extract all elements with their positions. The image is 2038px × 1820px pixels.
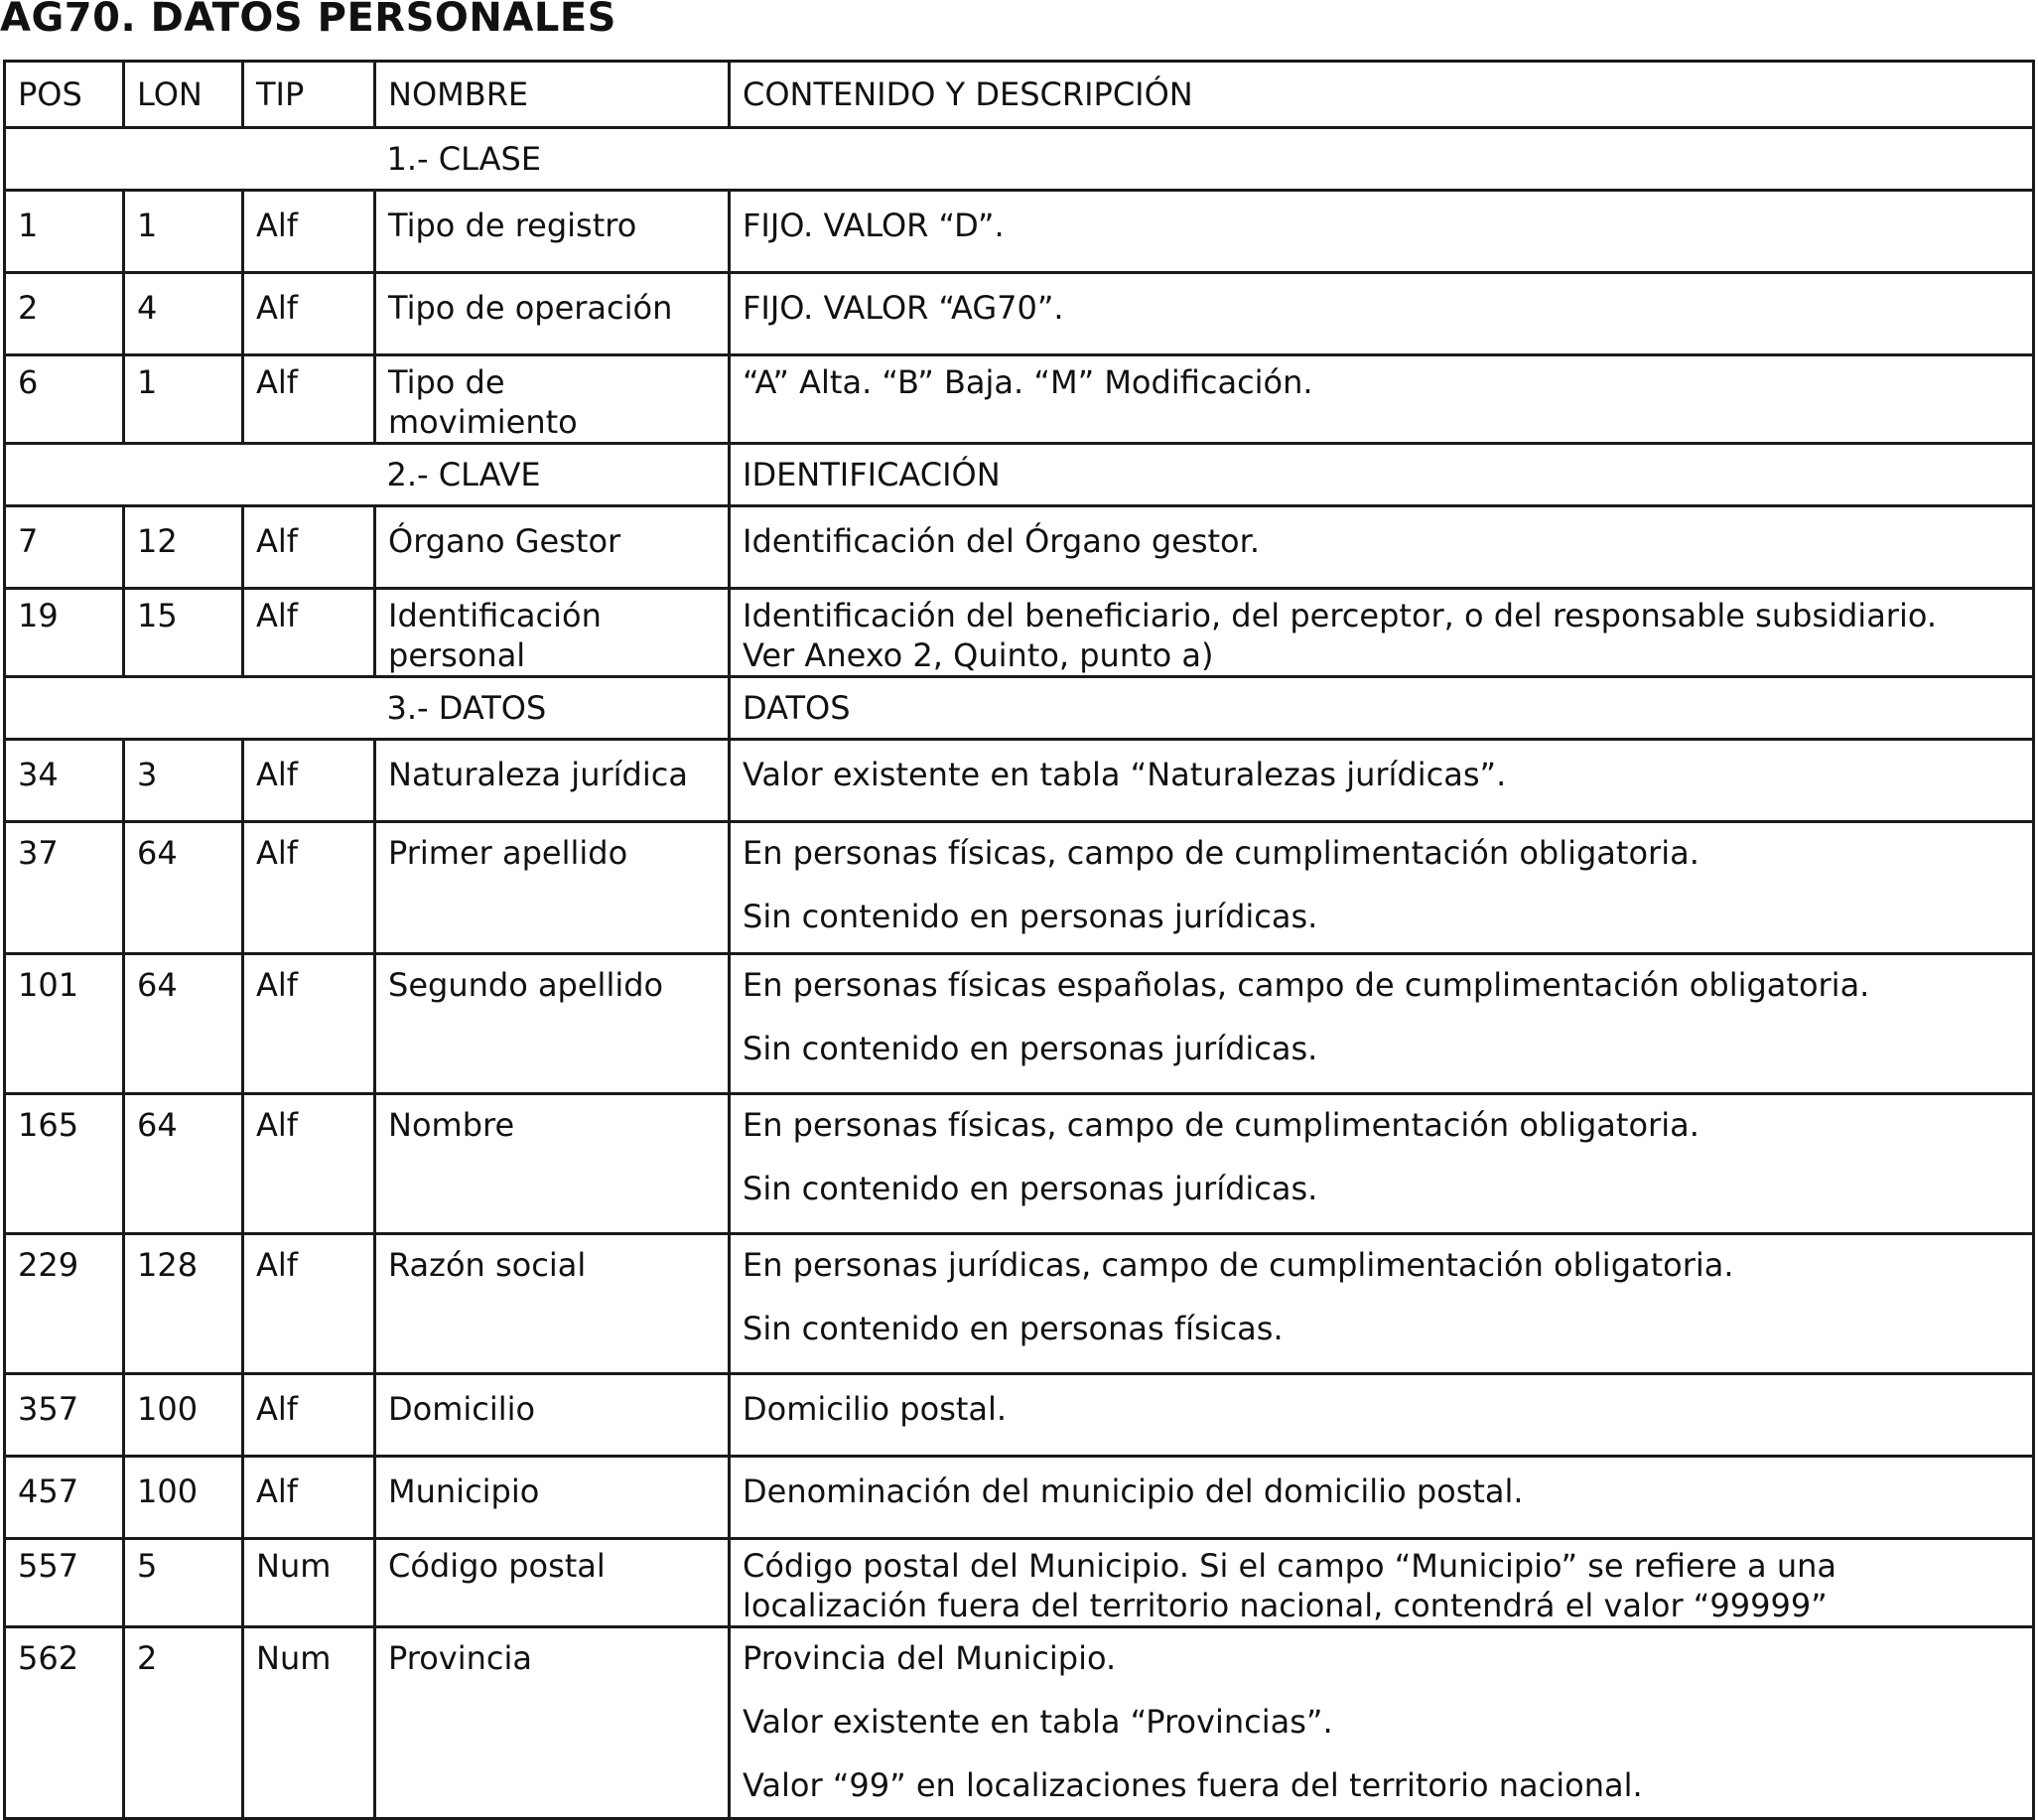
- cell-lon: 12: [124, 506, 243, 589]
- cell-tip: Alf: [243, 191, 375, 273]
- section-row-clase: [5, 128, 2034, 191]
- table-row: [5, 1094, 2034, 1234]
- table-row: [5, 1457, 2034, 1539]
- cell-desc: Denominación del municipio del domicilio postal.: [730, 1457, 2034, 1539]
- cell-nombre: Municipio: [375, 1457, 730, 1539]
- cell-desc: Domicilio postal.: [730, 1374, 2034, 1457]
- cell-nombre: Nombre: [375, 1094, 730, 1234]
- cell-lon: 2: [124, 1627, 243, 1819]
- cell-nombre: Código postal: [375, 1539, 730, 1627]
- header-tip: TIP: [243, 62, 375, 128]
- cell-tip: Alf: [243, 1094, 375, 1234]
- table-row: [5, 191, 2034, 273]
- cell-desc: FIJO. VALOR “D”.: [730, 191, 2034, 273]
- cell-desc: “A” Alta. “B” Baja. “M” Modificación.: [730, 355, 2034, 444]
- cell-lon: 4: [124, 273, 243, 355]
- table-row: [5, 506, 2034, 589]
- cell-tip: Alf: [243, 954, 375, 1094]
- header-lon: LON: [124, 62, 243, 128]
- header-row: [5, 62, 2034, 128]
- table-row: [5, 740, 2034, 822]
- section-row-clave: [5, 444, 2034, 506]
- cell-lon: 3: [124, 740, 243, 822]
- cell-pos: 37: [5, 822, 124, 954]
- cell-pos: 19: [5, 589, 124, 677]
- desc-line: En personas físicas, campo de cumplimentación obligatoria.: [743, 1106, 1699, 1144]
- cell-lon: 15: [124, 589, 243, 677]
- table-row: [5, 355, 2034, 444]
- cell-pos: 457: [5, 1457, 124, 1539]
- table-row: [5, 273, 2034, 355]
- cell-pos: 165: [5, 1094, 124, 1234]
- cell-lon: 64: [124, 1094, 243, 1234]
- cell-tip: Alf: [243, 355, 375, 444]
- section-description: DATOS: [730, 677, 2034, 740]
- desc-line: Provincia del Municipio.: [743, 1639, 1117, 1677]
- cell-tip: Num: [243, 1627, 375, 1819]
- cell-tip: Alf: [243, 1457, 375, 1539]
- cell-nombre: Tipo de registro: [375, 191, 730, 273]
- cell-desc: Identificación del Órgano gestor.: [730, 506, 2034, 589]
- section-title: 3.- DATOS: [375, 677, 730, 740]
- cell-desc: [730, 954, 2034, 1094]
- cell-nombre: Órgano Gestor: [375, 506, 730, 589]
- cell-nombre: [375, 589, 730, 677]
- cell-tip: Alf: [243, 1374, 375, 1457]
- cell-lon: 5: [124, 1539, 243, 1627]
- section-title: 2.- CLAVE: [375, 444, 730, 506]
- cell-lon: 64: [124, 822, 243, 954]
- cell-nombre: Domicilio: [375, 1374, 730, 1457]
- table-row: [5, 954, 2034, 1094]
- cell-desc: [730, 589, 2034, 677]
- cell-nombre: Razón social: [375, 1234, 730, 1374]
- table-row: [5, 589, 2034, 677]
- cell-pos: 101: [5, 954, 124, 1094]
- cell-desc: Valor existente en tabla “Naturalezas jurídicas”.: [730, 740, 2034, 822]
- cell-desc: [730, 822, 2034, 954]
- cell-tip: Alf: [243, 273, 375, 355]
- cell-lon: 100: [124, 1457, 243, 1539]
- cell-nombre: [375, 355, 730, 444]
- table-row: [5, 1539, 2034, 1627]
- desc-line: Sin contenido en personas jurídicas.: [743, 898, 1318, 935]
- section-row-datos: [5, 677, 2034, 740]
- section-spacer: [5, 677, 375, 740]
- cell-desc: Código postal del Municipio. Si el campo “Municipio” se refiere a una localización fuera del territorio nacional, contendrá el valor “99999”: [730, 1539, 2034, 1627]
- desc-line: Identificación del beneficiario, del perceptor, o del responsable subsidiario.: [743, 597, 1938, 634]
- desc-line: En personas físicas, campo de cumplimentación obligatoria.: [743, 834, 1699, 872]
- section-spacer: [5, 128, 375, 191]
- table-row: [5, 1234, 2034, 1374]
- cell-lon: 1: [124, 355, 243, 444]
- cell-desc: [730, 1234, 2034, 1374]
- desc-line: Sin contenido en personas jurídicas.: [743, 1170, 1318, 1207]
- document-title: AG70. DATOS PERSONALES: [0, 0, 616, 41]
- cell-lon: 100: [124, 1374, 243, 1457]
- cell-tip: Alf: [243, 589, 375, 677]
- cell-pos: 7: [5, 506, 124, 589]
- nombre-line: personal: [388, 636, 526, 674]
- desc-line: En personas físicas españolas, campo de cumplimentación obligatoria.: [743, 966, 1870, 1004]
- nombre-line: movimiento: [388, 403, 578, 441]
- cell-tip: Alf: [243, 1234, 375, 1374]
- cell-lon: 128: [124, 1234, 243, 1374]
- cell-desc: [730, 1627, 2034, 1819]
- cell-nombre: Provincia: [375, 1627, 730, 1819]
- cell-tip: Num: [243, 1539, 375, 1627]
- cell-pos: 229: [5, 1234, 124, 1374]
- nombre-line: Tipo de: [388, 363, 505, 401]
- cell-desc: [730, 1094, 2034, 1234]
- cell-pos: 557: [5, 1539, 124, 1627]
- cell-pos: 562: [5, 1627, 124, 1819]
- cell-desc: FIJO. VALOR “AG70”.: [730, 273, 2034, 355]
- desc-line: Sin contenido en personas físicas.: [743, 1310, 1284, 1347]
- desc-line: Valor “99” en localizaciones fuera del territorio nacional.: [743, 1766, 1643, 1804]
- cell-pos: 34: [5, 740, 124, 822]
- cell-nombre: Segundo apellido: [375, 954, 730, 1094]
- section-title: 1.- CLASE: [375, 128, 2034, 191]
- header-nombre: NOMBRE: [375, 62, 730, 128]
- cell-lon: 64: [124, 954, 243, 1094]
- desc-line: Ver Anexo 2, Quinto, punto a): [743, 636, 1214, 674]
- header-pos: POS: [5, 62, 124, 128]
- cell-tip: Alf: [243, 740, 375, 822]
- cell-pos: 1: [5, 191, 124, 273]
- cell-nombre: Naturaleza jurídica: [375, 740, 730, 822]
- cell-tip: Alf: [243, 822, 375, 954]
- table-row: [5, 1627, 2034, 1819]
- desc-line: Sin contenido en personas jurídicas.: [743, 1030, 1318, 1067]
- cell-pos: 2: [5, 273, 124, 355]
- table-row: [5, 1374, 2034, 1457]
- section-spacer: [5, 444, 375, 506]
- desc-line: Valor existente en tabla “Provincias”.: [743, 1703, 1333, 1741]
- cell-nombre: Tipo de operación: [375, 273, 730, 355]
- section-description: IDENTIFICACIÓN: [730, 444, 2034, 506]
- nombre-line: Identificación: [388, 597, 602, 634]
- cell-pos: 6: [5, 355, 124, 444]
- cell-pos: 357: [5, 1374, 124, 1457]
- table-row: [5, 822, 2034, 954]
- cell-tip: Alf: [243, 506, 375, 589]
- header-contenido: CONTENIDO Y DESCRIPCIÓN: [730, 62, 2034, 128]
- fields-table: [3, 60, 2035, 1820]
- cell-nombre: Primer apellido: [375, 822, 730, 954]
- desc-line: En personas jurídicas, campo de cumplimentación obligatoria.: [743, 1246, 1734, 1284]
- cell-lon: 1: [124, 191, 243, 273]
